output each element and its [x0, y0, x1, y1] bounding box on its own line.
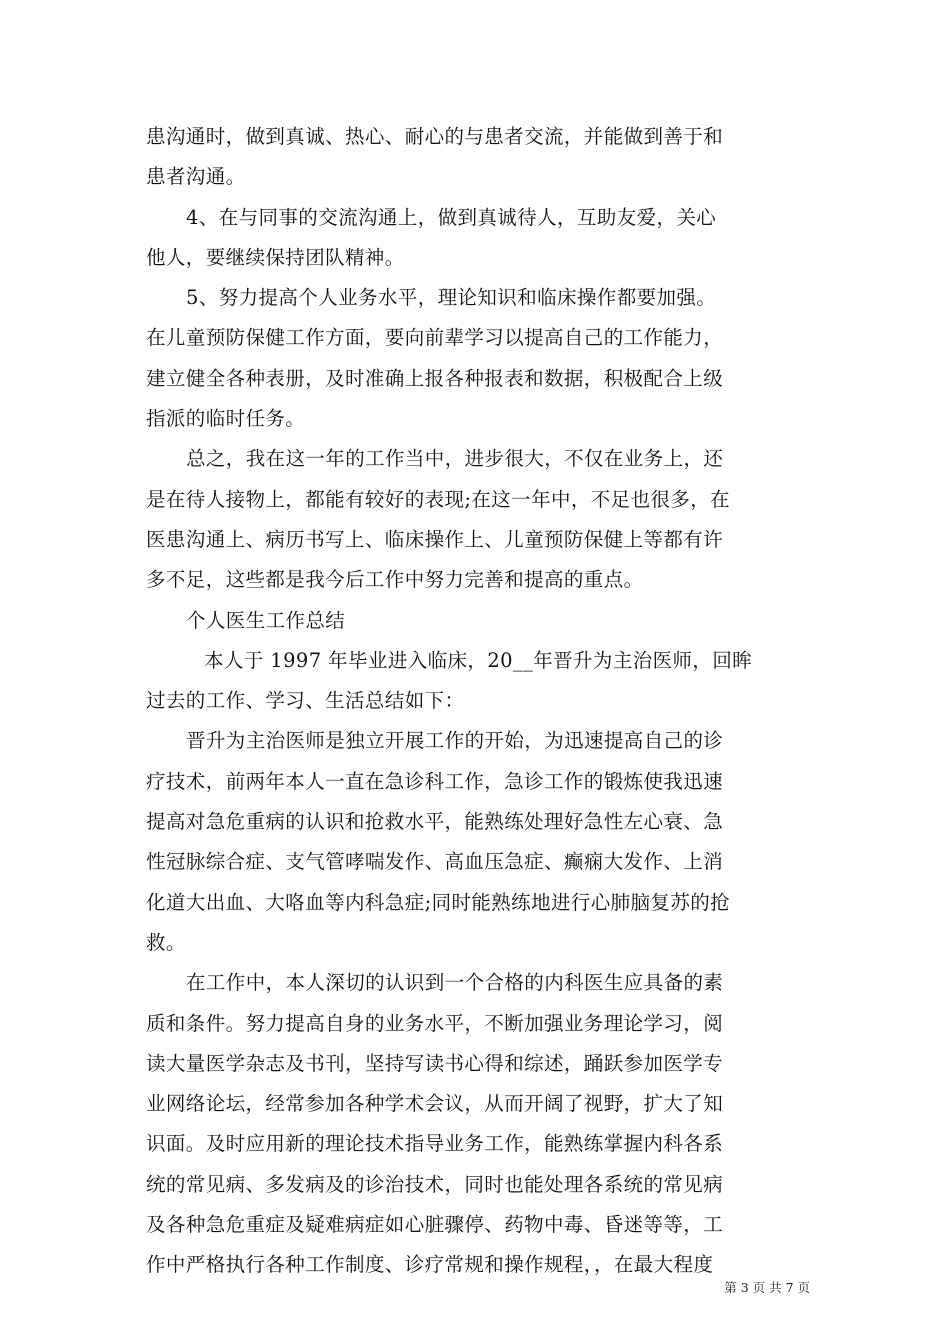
text-line: 本人于 1997 年毕业进入临床，20__年晋升为主治医师，回眸: [204, 648, 753, 672]
text-line: 患沟通时，做到真诚、热心、耐心的与患者交流，并能做到善于和: [146, 125, 724, 148]
text-line: 5、努力提高个人业务水平，理论知识和临床操作都要加强。: [186, 286, 717, 310]
text-line: 晋升为主治医师是独立开展工作的开始，为迅速提高自己的诊: [186, 729, 724, 753]
text-line: 疗技术，前两年本人一直在急诊科工作，急诊工作的锻炼使我迅速: [146, 769, 724, 793]
text-line: 作中严格执行各种工作制度、诊疗常规和操作规程，，在最大程度: [146, 1253, 714, 1277]
document-body: [146, 117, 811, 1286]
text-line: 他人，要继续保持团队精神。: [146, 245, 405, 269]
text-line: 救。: [146, 930, 186, 954]
text-line: 读大量医学杂志及书刊，坚持写读书心得和综述，踊跃参加医学专: [146, 1051, 724, 1075]
text-line: 提高对急危重病的认识和抢救水平，能熟练处理好急性左心衰、急: [146, 810, 724, 834]
text-line: 指派的临时任务。: [146, 407, 306, 431]
text-line: 统的常见病、多发病及的诊治技术，同时也能处理各系统的常见病: [146, 1172, 724, 1196]
text-line: 在儿童预防保健工作方面，要向前辈学习以提高自己的工作能力，: [146, 326, 724, 350]
page-number: 第 3 页 共 7 页: [724, 1280, 810, 1295]
text-line: 业网络论坛，经常参加各种学术会议，从而开阔了视野，扩大了知: [146, 1092, 724, 1116]
text-line: 质和条件。努力提高自身的业务水平，不断加强业务理论学习，阅: [146, 1011, 724, 1035]
text-line: 化道大出血、大咯血等内科急症;同时能熟练地进行心肺脑复苏的抢: [146, 890, 731, 914]
text-line: 建立健全各种表册，及时准确上报各种报表和数据，积极配合上级: [146, 366, 724, 390]
text-line: 多不足，这些都是我今后工作中努力完善和提高的重点。: [146, 568, 644, 592]
text-line: 性冠脉综合症、支气管哮喘发作、高血压急症、癫痫大发作、上消: [146, 850, 724, 874]
text-line: 在工作中，本人深切的认识到一个合格的内科医生应具备的素: [186, 971, 724, 995]
text-line: 总之，我在这一年的工作当中，进步很大，不仅在业务上，还: [186, 447, 724, 471]
text-line: 过去的工作、学习、生活总结如下：: [146, 689, 465, 713]
text-line: 是在待人接物上，都能有较好的表现;在这一年中，不足也很多，在: [146, 487, 731, 511]
text-line: 患者沟通。: [146, 165, 246, 189]
text-line: 个人医生工作总结: [186, 608, 346, 632]
text-line: 医患沟通上、病历书写上、临床操作上、儿童预防保健上等都有许: [146, 527, 724, 551]
text-line: 4、在与同事的交流沟通上，做到真诚待人，互助友爱，关心: [186, 205, 717, 229]
text-line: 识面。及时应用新的理论技术指导业务工作，能熟练掌握内科各系: [146, 1132, 724, 1156]
text-line: 及各种急危重症及疑难病症如心脏骤停、药物中毒、昏迷等等，工: [146, 1213, 724, 1237]
